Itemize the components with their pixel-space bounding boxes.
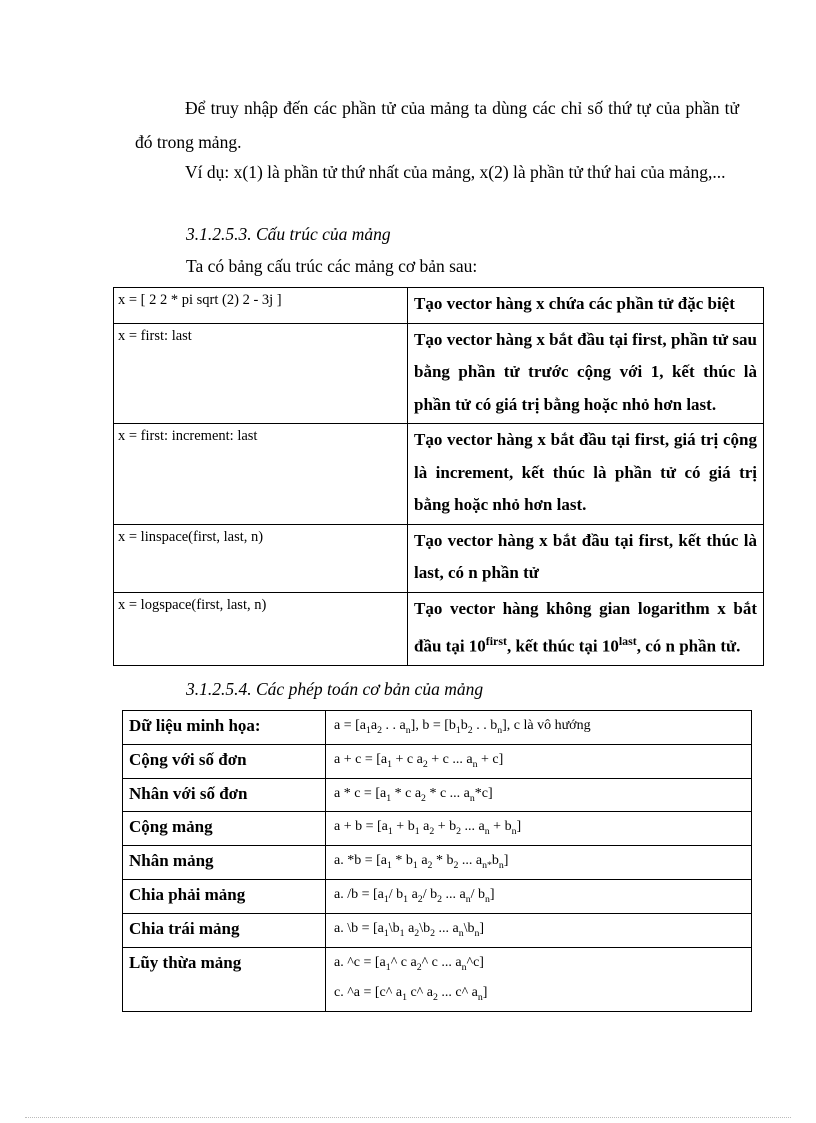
table-row — [123, 711, 752, 745]
formula-text: a = [a — [334, 718, 366, 733]
formula-text: a — [404, 920, 415, 936]
formula-text: a. \b = [a — [334, 920, 384, 936]
subscript: 1 — [366, 724, 371, 736]
formula-text: a — [408, 886, 418, 902]
formula-text: a — [419, 819, 430, 835]
formula-text: a * c = [a — [334, 785, 387, 801]
array-operations-table — [122, 710, 752, 1012]
subscript: n — [405, 724, 411, 736]
subscript: 2 — [432, 992, 438, 1004]
formula-text: c^ a — [406, 985, 433, 1001]
formula-text: * b — [391, 853, 413, 869]
formula-cell — [326, 711, 752, 745]
subscript: n — [465, 893, 471, 905]
formula-text: + c ... a — [427, 751, 473, 767]
subscript: 1 — [403, 893, 409, 905]
formula-cell — [326, 947, 752, 1012]
subscript: n — [461, 961, 467, 973]
syntax-cell: x = first: increment: last — [114, 424, 408, 525]
formula-text: + c] — [477, 751, 504, 767]
subscript: 2 — [456, 826, 462, 838]
formula-line — [334, 980, 743, 1011]
formula-text: a. *b = [a — [334, 853, 387, 869]
formula-cell — [326, 913, 752, 947]
syntax-cell: x = logspace(first, last, n) — [114, 592, 408, 666]
description-cell: Tạo vector hàng x bắt đầu tại first, phần tử sau bằng phần tử trước cộng với 1, kết thúc là phần tử có giá trị bằng hoặc nhỏ hơn last. — [408, 323, 764, 424]
description-cell: Tạo vector hàng x bắt đầu tại first, giá trị cộng là increment, kết thúc là phần tử có giá trị bằng hoặc nhỏ hơn last. — [408, 424, 764, 525]
table-row — [114, 424, 764, 525]
formula-text: / b — [422, 886, 438, 902]
formula-cell — [326, 778, 752, 812]
formula-text: + c a — [392, 751, 423, 767]
subscript: * — [486, 859, 492, 871]
section-heading-operations: 3.1.2.5.4. Các phép toán cơ bản của mảng — [186, 679, 484, 699]
operation-label: Chia phải mảng — [123, 879, 326, 913]
table-row — [123, 846, 752, 880]
operation-label: Cộng mảng — [123, 812, 326, 846]
formula-text: ... a — [458, 853, 483, 869]
description-cell: Tạo vector hàng x bắt đầu tại first, kết thúc là last, có n phần tử — [408, 524, 764, 592]
table-row — [114, 524, 764, 592]
table-intro-text: Ta có bảng cấu trúc các mảng cơ bản sau: — [186, 256, 478, 276]
intro-paragraph-1: Để truy nhập đến các phần tử của mảng ta dùng các chỉ số thứ tự của phần tử đó trong mảng. — [135, 98, 739, 152]
formula-text: ... a — [442, 886, 466, 902]
formula-text: ... c^ a — [437, 985, 478, 1001]
subscript: 1 — [387, 758, 393, 770]
operation-label: Nhân mảng — [123, 846, 326, 880]
table-row — [114, 592, 764, 666]
formula-text: b — [491, 853, 499, 869]
formula-text: ^ c ... a — [421, 954, 462, 970]
operation-label: Chia trái mảng — [123, 913, 326, 947]
subscript: 2 — [437, 893, 442, 905]
subscript: n — [482, 859, 487, 871]
subscript: 2 — [453, 859, 459, 871]
formula-text: a — [370, 718, 378, 733]
subscript: 2 — [414, 927, 420, 939]
formula-text: ] — [516, 819, 522, 835]
formula-text: . . a — [382, 718, 406, 733]
subscript: 2 — [430, 927, 435, 939]
subscript: 1 — [385, 961, 391, 973]
desc-text: Tạo vector hàng không gian logarithm x bắt đầu tại 10 — [414, 598, 757, 656]
subscript: n — [497, 724, 503, 736]
syntax-cell: x = linspace(first, last, n) — [114, 524, 408, 592]
superscript: last — [618, 634, 637, 648]
table-row — [123, 879, 752, 913]
subscript: 1 — [412, 859, 418, 871]
subscript: 2 — [416, 961, 422, 973]
formula-text: a. /b = [a — [334, 886, 384, 902]
subscript: n — [458, 927, 464, 939]
subscript: 1 — [383, 893, 389, 905]
subscript: 1 — [387, 826, 393, 838]
formula-text: a. ^c = [a — [334, 954, 386, 970]
formula-text: * b — [432, 853, 454, 869]
subscript: 2 — [422, 758, 428, 770]
formula-text: ] — [479, 920, 485, 936]
formula-line — [334, 950, 743, 981]
subscript: 1 — [387, 859, 392, 871]
operation-label: Dữ liệu minh họa: — [123, 711, 326, 745]
formula-text: . . b — [472, 718, 498, 733]
formula-text: \b — [463, 920, 475, 936]
formula-text: / b — [388, 886, 404, 902]
formula-text: ], c là vô hướng — [502, 718, 591, 733]
formula-cell — [326, 744, 752, 778]
formula-text: b — [460, 718, 468, 733]
formula-text: ] — [482, 985, 488, 1001]
subscript: 1 — [386, 792, 392, 804]
subscript: 2 — [421, 792, 426, 804]
formula-text: ... a — [435, 920, 459, 936]
subscript: n — [469, 792, 475, 804]
subscript: 1 — [383, 927, 389, 939]
formula-text: \b — [419, 920, 431, 936]
syntax-cell: x = first: last — [114, 323, 408, 424]
syntax-cell: x = [ 2 2 * pi sqrt (2) 2 - 3j ] — [114, 288, 408, 324]
formula-cell — [326, 812, 752, 846]
subscript: n — [511, 826, 517, 838]
formula-text: ], b = [b — [410, 718, 456, 733]
table-row — [123, 913, 752, 947]
subscript: n — [474, 927, 480, 939]
subscript: n — [485, 893, 490, 905]
subscript: 2 — [377, 724, 383, 736]
description-cell — [408, 592, 764, 666]
desc-text: , kết thúc tại 10 — [506, 636, 619, 656]
formula-text: a — [417, 853, 428, 869]
section-heading-structure: 3.1.2.5.3. Cấu trúc của mảng — [186, 224, 391, 244]
formula-text: ^c] — [466, 954, 484, 970]
subscript: 2 — [429, 826, 435, 838]
subscript: 1 — [399, 927, 405, 939]
formula-text: * c ... a — [425, 785, 470, 801]
subscript: 1 — [414, 826, 420, 838]
formula-text: + b — [489, 819, 512, 835]
subscript: 2 — [467, 724, 473, 736]
table-row — [123, 778, 752, 812]
intro-paragraph-2: Ví dụ: x(1) là phần tử thứ nhất của mảng, x(2) là phần tử thứ hai của mảng,... — [185, 162, 726, 182]
formula-text: \b — [388, 920, 400, 936]
formula-text: ... a — [461, 819, 485, 835]
table-row — [123, 744, 752, 778]
formula-text: ] — [503, 853, 509, 869]
formula-text: ^ c a — [390, 954, 417, 970]
subscript: n — [484, 826, 490, 838]
formula-cell — [326, 846, 752, 880]
formula-text: ] — [489, 886, 495, 902]
subscript: 1 — [455, 724, 461, 736]
subscript: 2 — [427, 859, 433, 871]
superscript: first — [485, 634, 507, 648]
formula-text: a + b = [a — [334, 819, 388, 835]
desc-text: , có n phần tử. — [636, 636, 741, 656]
operation-label: Nhân với số đơn — [123, 778, 326, 812]
description-cell: Tạo vector hàng x chứa các phần tử đặc biệt — [408, 288, 764, 324]
table-row — [114, 323, 764, 424]
formula-text: + b — [392, 819, 415, 835]
formula-text: a + c = [a — [334, 751, 388, 767]
subscript: n — [472, 758, 478, 770]
formula-cell — [326, 879, 752, 913]
operation-label: Lũy thừa mảng — [123, 947, 326, 1012]
table-row — [123, 812, 752, 846]
formula-text: / b — [470, 886, 486, 902]
formula-text: + b — [434, 819, 457, 835]
subscript: 1 — [402, 992, 407, 1004]
operation-label: Cộng với số đơn — [123, 744, 326, 778]
table-row — [123, 947, 752, 1012]
formula-text: c. ^a = [c^ a — [334, 985, 403, 1001]
subscript: n — [498, 859, 504, 871]
table-row — [114, 288, 764, 324]
formula-text: * c a — [391, 785, 422, 801]
subscript: n — [477, 992, 483, 1004]
array-structure-table — [113, 287, 764, 666]
formula-text: *c] — [474, 785, 493, 801]
subscript: 2 — [417, 893, 423, 905]
page-footer-divider — [25, 1117, 791, 1118]
